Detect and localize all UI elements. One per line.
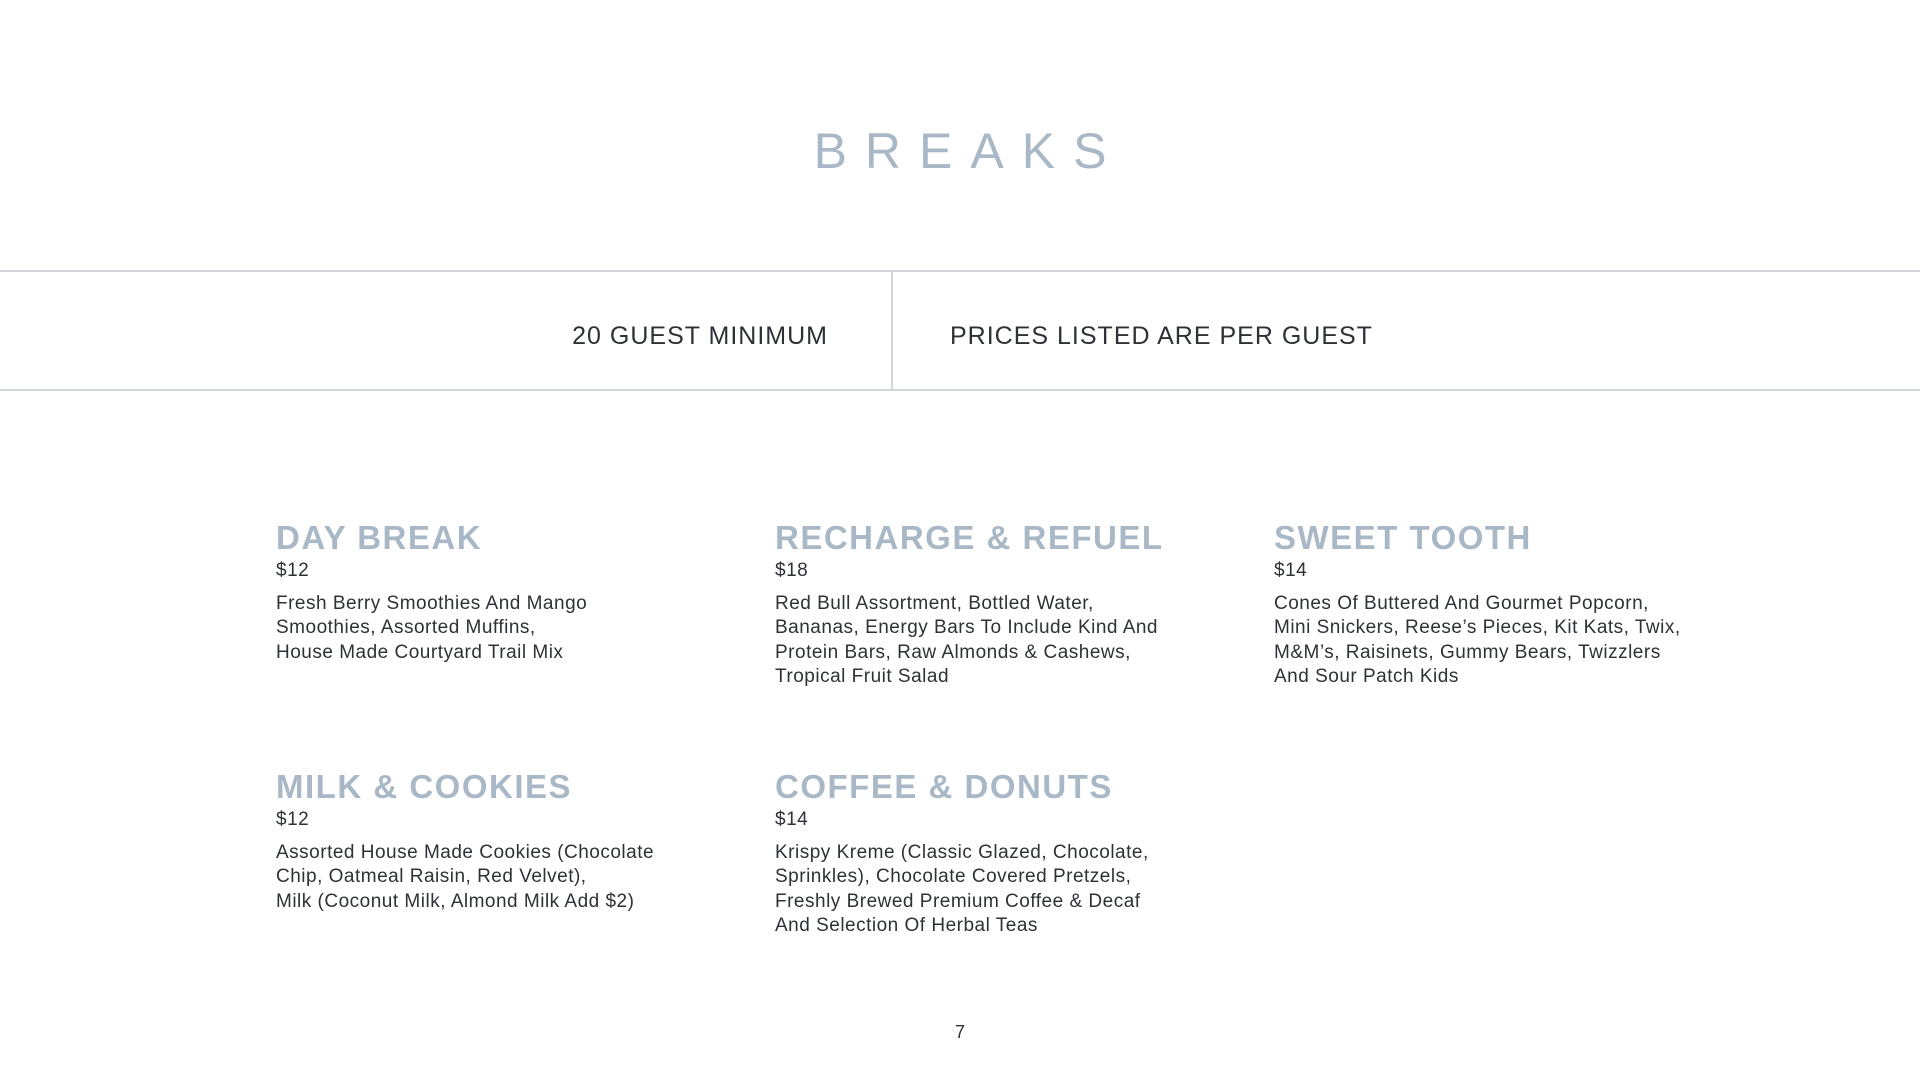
description-line: House Made Courtyard Trail Mix: [276, 641, 564, 663]
menu-item-recharge-refuel: [775, 521, 1215, 690]
description-line: Freshly Brewed Premium Coffee & Decaf: [775, 890, 1141, 912]
info-divider: [891, 272, 893, 389]
item-name: SWEET TOOTH: [1274, 519, 1532, 556]
info-band: [0, 270, 1920, 391]
item-price: $14: [775, 809, 809, 830]
description-line: Chip, Oatmeal Raisin, Red Velvet),: [276, 866, 587, 888]
description-line: Cones Of Buttered And Gourmet Popcorn,: [1274, 592, 1649, 614]
item-name: DAY BREAK: [276, 519, 483, 556]
description-line: Red Bull Assortment, Bottled Water,: [775, 592, 1094, 614]
item-name: COFFEE & DONUTS: [775, 768, 1113, 805]
item-name: RECHARGE & REFUEL: [775, 519, 1164, 556]
description-line: Mini Snickers, Reese’s Pieces, Kit Kats, Twix,: [1274, 617, 1681, 639]
item-price: $18: [775, 560, 809, 581]
page-number: 7: [954, 1022, 965, 1042]
description-line: Fresh Berry Smoothies And Mango: [276, 592, 588, 614]
description-line: Tropical Fruit Salad: [775, 666, 950, 688]
item-name: MILK & COOKIES: [276, 768, 573, 805]
menu-item-milk-cookies: [276, 770, 716, 914]
description-line: Krispy Kreme (Classic Glazed, Chocolate,: [775, 841, 1149, 863]
item-description: [1274, 592, 1714, 690]
menu-item-day-break: [276, 521, 716, 665]
description-line: Milk (Coconut Milk, Almond Milk Add $2): [276, 890, 635, 912]
item-price: $14: [1274, 560, 1308, 581]
description-line: Smoothies, Assorted Muffins,: [276, 617, 536, 639]
menu-item-sweet-tooth: [1274, 521, 1714, 690]
item-description: [775, 841, 1215, 939]
menu-item-coffee-donuts: [775, 770, 1215, 939]
description-line: And Sour Patch Kids: [1274, 666, 1459, 688]
description-line: And Selection Of Herbal Teas: [775, 915, 1038, 937]
item-description: [276, 841, 716, 915]
pricing-note: PRICES LISTED ARE PER GUEST: [950, 322, 1373, 350]
description-line: Sprinkles), Chocolate Covered Pretzels,: [775, 866, 1132, 888]
item-description: [775, 592, 1215, 690]
description-line: M&M’s, Raisinets, Gummy Bears, Twizzlers: [1274, 641, 1661, 663]
item-price: $12: [276, 560, 310, 581]
page-title: BREAKS: [813, 122, 1125, 179]
description-line: Bananas, Energy Bars To Include Kind And: [775, 617, 1159, 639]
item-description: [276, 592, 716, 666]
guest-minimum-note: 20 GUEST MINIMUM: [572, 322, 828, 350]
item-price: $12: [276, 809, 310, 830]
description-line: Assorted House Made Cookies (Chocolate: [276, 841, 655, 863]
description-line: Protein Bars, Raw Almonds & Cashews,: [775, 641, 1131, 663]
